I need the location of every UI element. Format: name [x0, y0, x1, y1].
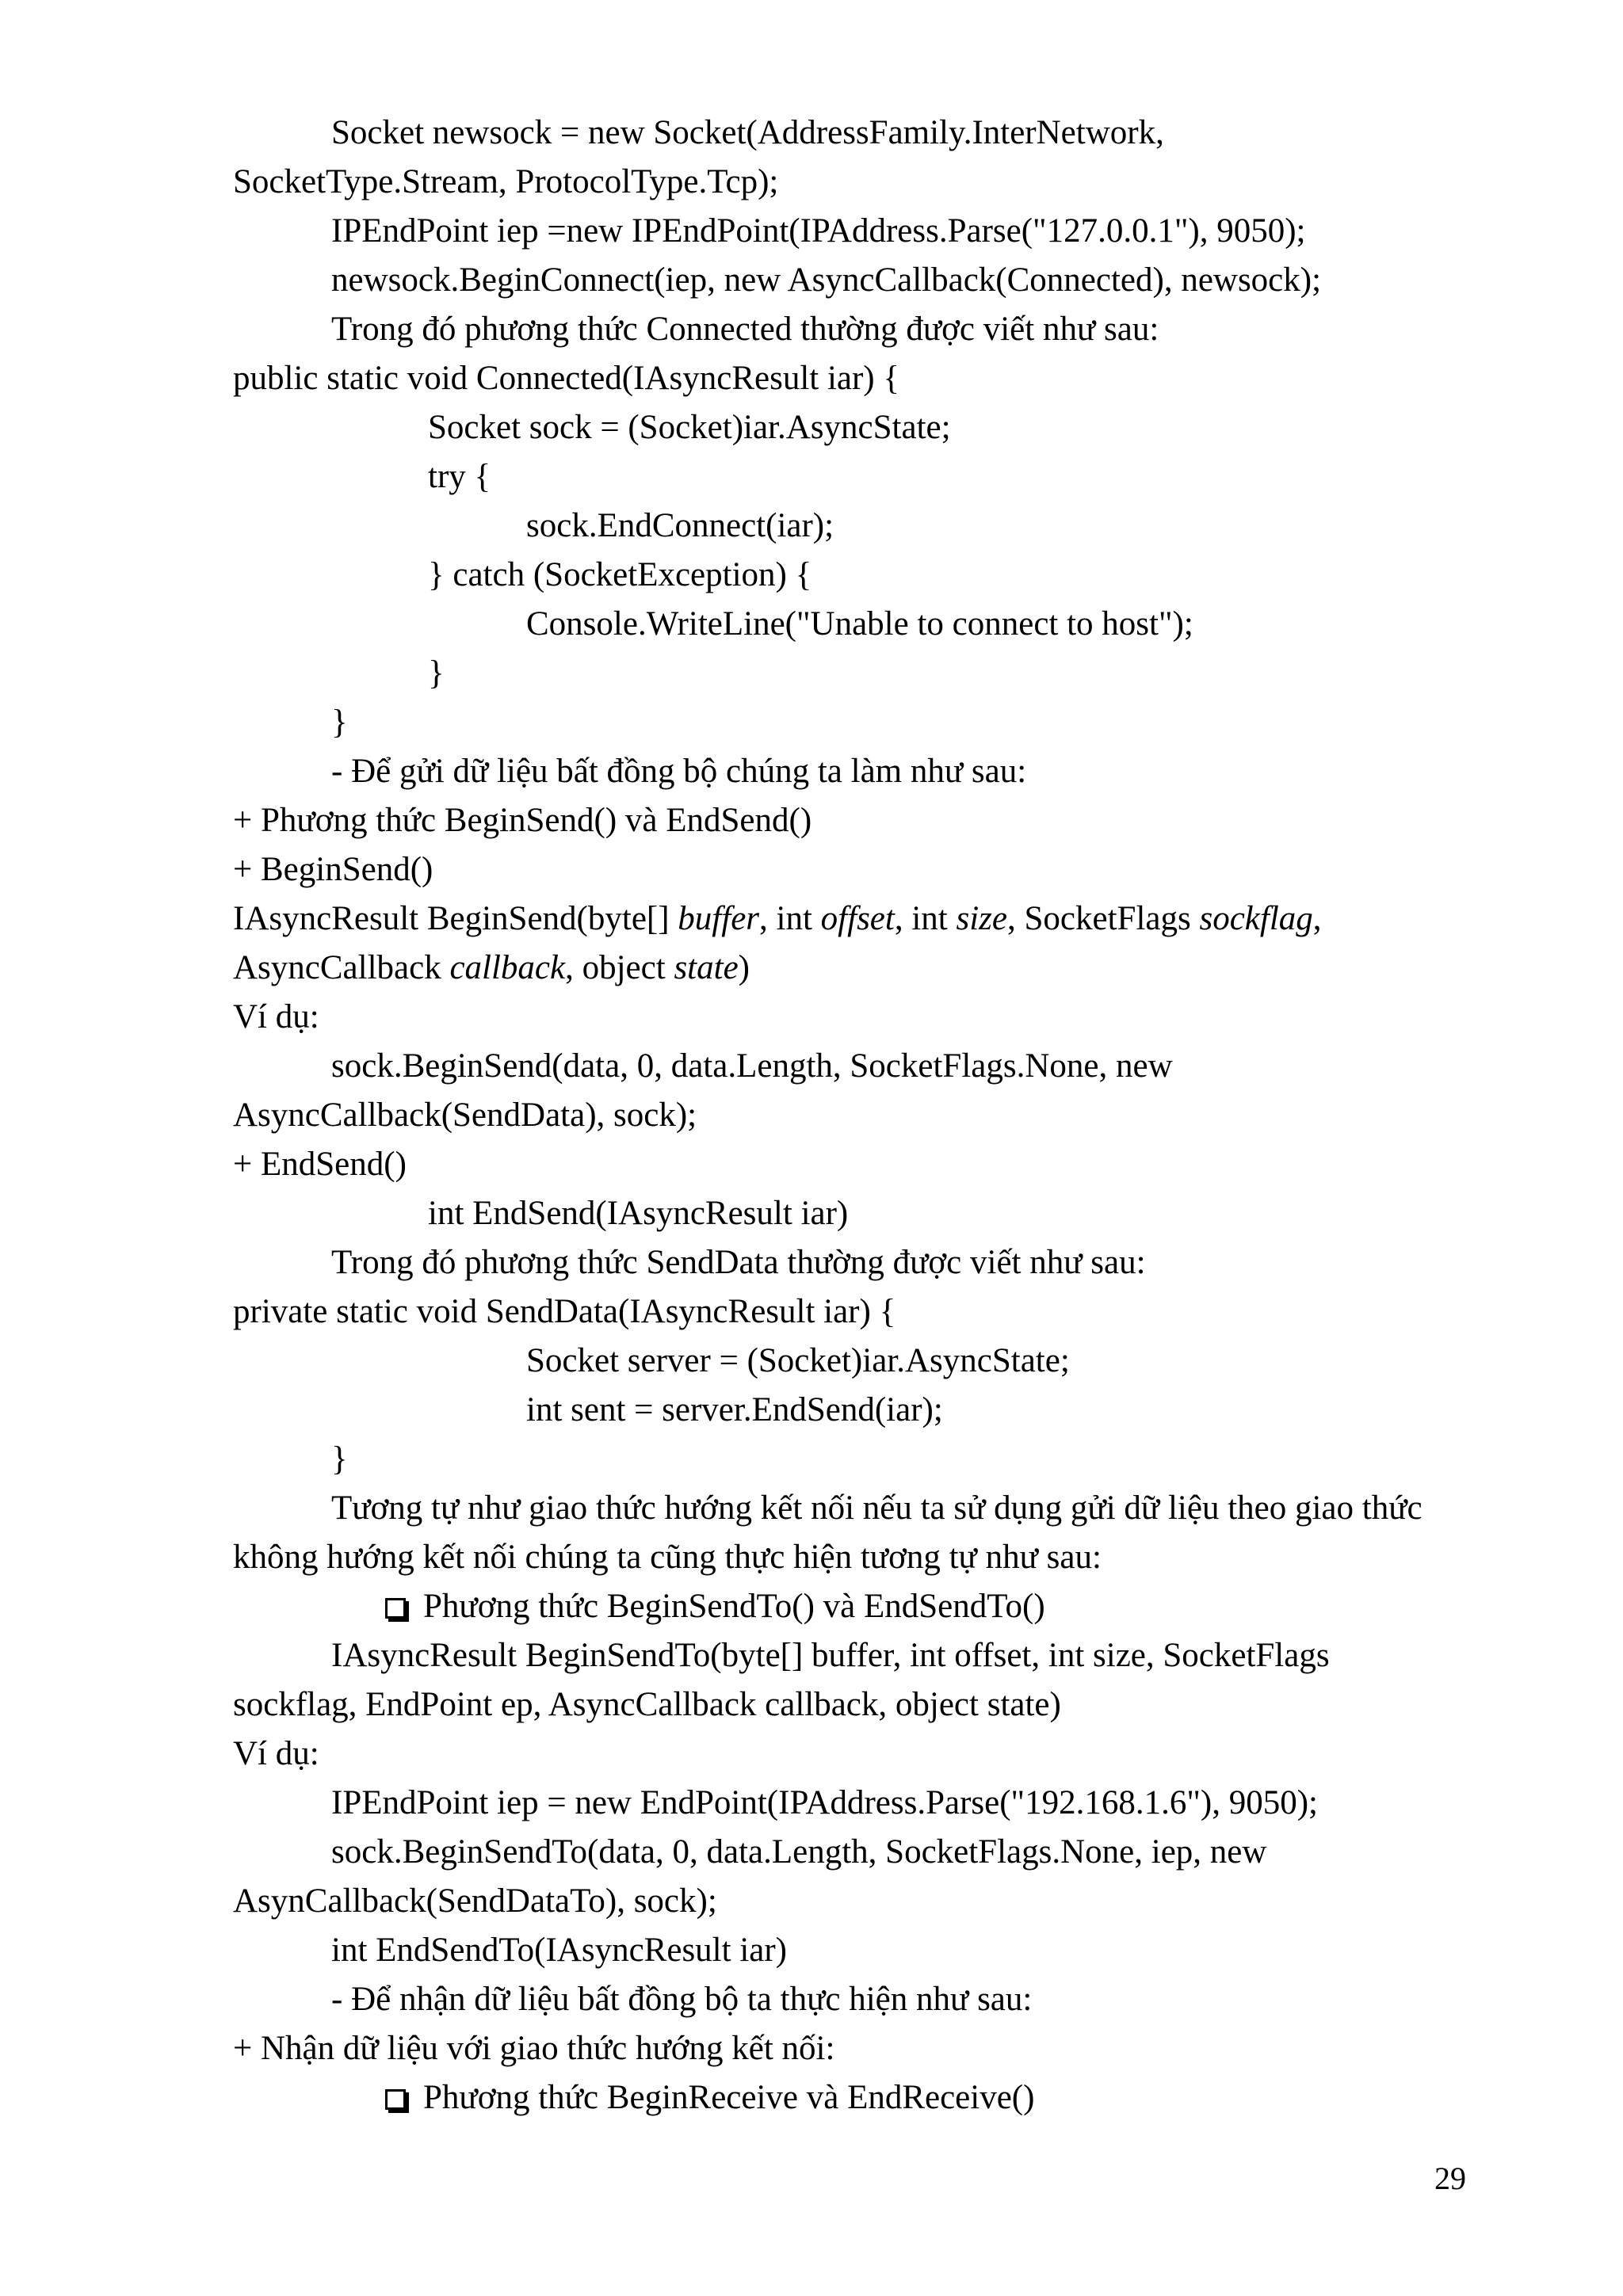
text-line: Trong đó phương thức SendData thường được viết như sau:	[331, 1244, 1146, 1281]
text-line: Tương tự như giao thức hướng kết nối nếu ta sử dụng gửi dữ liệu theo giao thức	[331, 1489, 1423, 1527]
checkbox-bullet-icon	[385, 1598, 406, 1619]
code-line: sock.BeginSend(data, 0, data.Length, SocketFlags.None, new	[331, 1047, 1173, 1085]
param-sockflag: sockflag	[1199, 900, 1313, 937]
code-line: IPEndPoint iep = new EndPoint(IPAddress.Parse("192.168.1.6"), 9050);	[331, 1784, 1318, 1821]
code-line: AsyncCallback(SendData), sock);	[233, 1097, 697, 1134]
code-line: AsynCallback(SendDataTo), sock);	[233, 1882, 717, 1920]
checkbox-bullet-icon	[385, 2089, 406, 2110]
text-line: + EndSend()	[233, 1146, 407, 1183]
code-line: private static void SendData(IAsyncResult iar) {	[233, 1293, 896, 1330]
code-line: } catch (SocketException) {	[428, 556, 812, 593]
page-number: 29	[1434, 2161, 1466, 2196]
bullet-text: Phương thức BeginSendTo() và EndSendTo()	[423, 1588, 1045, 1625]
text-line: + BeginSend()	[233, 851, 433, 888]
text-line: Trong đó phương thức Connected thường được viết như sau:	[331, 311, 1159, 348]
code-line: }	[331, 1440, 348, 1478]
param-buffer: buffer	[678, 900, 760, 937]
param-offset: offset	[820, 900, 895, 937]
code-line: Socket sock = (Socket)iar.AsyncState;	[428, 409, 951, 446]
code-line: }	[331, 704, 348, 741]
code-line: IPEndPoint iep =new IPEndPoint(IPAddress.Parse("127.0.0.1"), 9050);	[331, 212, 1306, 250]
code-line: Console.WriteLine("Unable to connect to host");	[526, 605, 1193, 643]
code-line: sock.EndConnect(iar);	[526, 507, 834, 544]
text-line: không hướng kết nối chúng ta cũng thực hiện tương tự như sau:	[233, 1539, 1102, 1576]
bullet-item	[385, 2077, 1034, 2119]
code-line: SocketType.Stream, ProtocolType.Tcp);	[233, 163, 779, 200]
text-line: Ví dụ:	[233, 1735, 319, 1772]
code-line: int EndSend(IAsyncResult iar)	[428, 1195, 849, 1232]
bullet-text: Phương thức BeginReceive và EndReceive()	[423, 2079, 1035, 2116]
signature-text: IAsyncResult BeginSend(byte[]	[233, 900, 678, 937]
code-line: int EndSendTo(IAsyncResult iar)	[331, 1932, 787, 1969]
text-line: Ví dụ:	[233, 998, 319, 1035]
code-line: newsock.BeginConnect(iep, new AsyncCallback(Connected), newsock);	[331, 261, 1322, 299]
signature-text: , object	[565, 949, 674, 986]
bullet-item	[385, 1586, 1045, 1627]
code-line: IAsyncResult BeginSendTo(byte[] buffer, int offset, int size, SocketFlags	[331, 1637, 1330, 1674]
code-line: }	[428, 654, 445, 692]
code-line: Socket newsock = new Socket(AddressFamily.InterNetwork,	[331, 114, 1164, 151]
text-line: - Để gửi dữ liệu bất đồng bộ chúng ta làm như sau:	[331, 753, 1027, 790]
signature-text: )	[738, 949, 750, 986]
signature-text: , int	[894, 900, 957, 937]
signature-text: , SocketFlags	[1007, 900, 1200, 937]
code-line: sock.BeginSendTo(data, 0, data.Length, SocketFlags.None, iep, new	[331, 1833, 1267, 1871]
text-line: - Để nhận dữ liệu bất đồng bộ ta thực hiện như sau:	[331, 1981, 1033, 2018]
signature-line	[233, 948, 750, 989]
code-line: Socket server = (Socket)iar.AsyncState;	[526, 1342, 1070, 1379]
code-line: try {	[428, 458, 491, 495]
signature-text: , int	[759, 900, 821, 937]
param-size: size	[956, 900, 1007, 937]
signature-line	[233, 898, 1322, 940]
param-callback: callback	[449, 949, 566, 986]
code-line: sockflag, EndPoint ep, AsyncCallback callback, object state)	[233, 1686, 1061, 1723]
code-line: public static void Connected(IAsyncResult iar) {	[233, 360, 900, 397]
signature-text: AsyncCallback	[233, 949, 450, 986]
code-line: int sent = server.EndSend(iar);	[526, 1391, 943, 1428]
text-line: + Phương thức BeginSend() và EndSend()	[233, 802, 812, 839]
param-state: state	[674, 949, 739, 986]
text-line: + Nhận dữ liệu với giao thức hướng kết nối:	[233, 2030, 835, 2067]
signature-text: ,	[1312, 900, 1322, 937]
